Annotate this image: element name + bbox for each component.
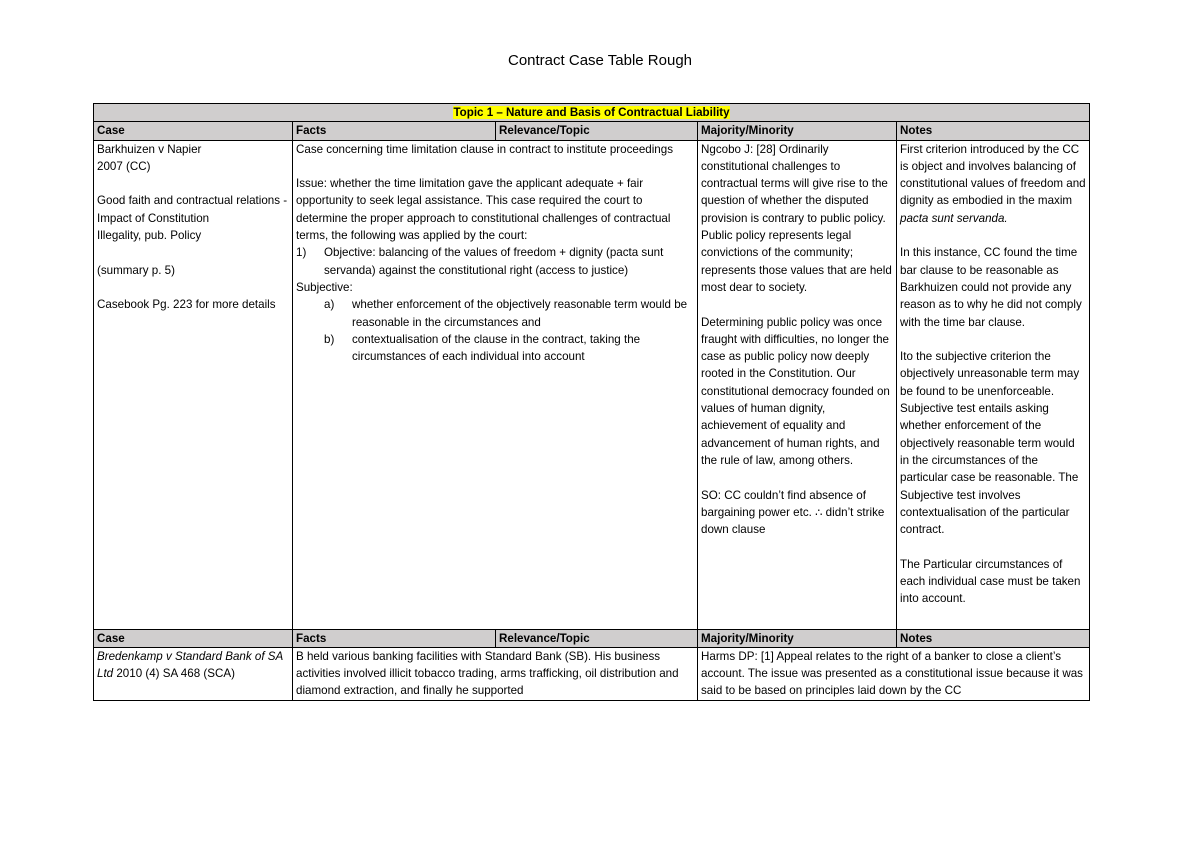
list-letter: a) — [324, 298, 335, 312]
notes-para — [900, 141, 1086, 227]
list-number: 1) — [296, 246, 307, 260]
facts-cell — [293, 647, 698, 700]
facts-text: B held various banking facilities with Standard Bank (SB). His business activities involved illicit tobacco trading, arms trafficking, oil distribution and diamond extraction, and finally he supported — [296, 649, 679, 698]
majority-para: SO: CC couldn’t find absence of bargaining power etc. ∴ didn’t strike down clause — [701, 488, 885, 537]
list-item — [296, 244, 694, 279]
table-row — [94, 140, 1090, 629]
header-row — [94, 122, 1090, 140]
header-case: Case — [94, 629, 293, 647]
list-item — [296, 296, 694, 331]
majority-cell — [698, 140, 897, 629]
objective-text: Objective: balancing of the values of freedom + dignity (pacta sunt servanda) against the constitutional right (access to justice) — [324, 246, 664, 277]
document-title: Contract Case Table Rough — [508, 52, 692, 69]
subjective-label: Subjective: — [296, 280, 353, 294]
header-facts: Facts — [293, 629, 496, 647]
case-name: Bredenkamp v Standard Bank of SA Ltd — [97, 649, 283, 681]
notes-para: The Particular circumstances of each individual case must be taken into account. — [900, 557, 1081, 606]
majority-para: Determining public policy was once fraught with difficulties, no longer the case as public policy now deeply rooted in the Constitution. Our constitutional democracy founded on values of human dignity, achievement of equality and advancement of human rights, and the rule of law, among others. — [701, 315, 890, 467]
case-citation: 2007 (CC) — [97, 159, 151, 173]
case-citation: 2010 (4) SA 468 (SCA) — [116, 667, 235, 681]
case-cell — [94, 647, 293, 700]
header-case: Case — [94, 122, 293, 140]
subjective-b-text: contextualisation of the clause in the contract, taking the circumstances of each individual into account — [352, 332, 641, 364]
header-notes: Notes — [897, 122, 1090, 140]
case-topic: Good faith and contractual relations - Impact of Constitution — [97, 194, 288, 225]
notes-para: In this instance, CC found the time bar clause to be reasonable as Barkhuizen could not provide any reason as to why he did not comply with the time bar clause. — [900, 246, 1082, 329]
majority-text: Harms DP: [1] Appeal relates to the right of a banker to close a client’s account. The issue was presented as a constitutional issue because it was said to be based on principles laid down by the CC — [701, 649, 1083, 698]
notes-cell — [897, 140, 1090, 629]
facts-intro: Case concerning time limitation clause in contract to institute proceedings — [296, 142, 673, 156]
case-name: Barkhuizen v Napier — [97, 142, 202, 156]
topic-label: Topic 1 – Nature and Basis of Contractual Liability — [453, 106, 730, 119]
casebook-ref: Casebook Pg. 223 for more details — [97, 298, 276, 312]
subjective-a-text: whether enforcement of the objectively reasonable term would be reasonable in the circumstances and — [352, 298, 688, 329]
case-table — [93, 103, 1090, 701]
notes-maxim: pacta sunt servanda. — [900, 211, 1008, 225]
header-relevance: Relevance/Topic — [496, 629, 698, 647]
header-majority: Majority/Minority — [698, 122, 897, 140]
facts-cell — [293, 140, 698, 629]
table-row — [94, 647, 1090, 700]
topic-cell — [94, 104, 1090, 122]
case-summary-ref: (summary p. 5) — [97, 263, 175, 277]
header-relevance: Relevance/Topic — [496, 122, 698, 140]
case-topic-2: Illegality, pub. Policy — [97, 229, 202, 243]
facts-issue: Issue: whether the time limitation gave the applicant adequate + fair opportunity to seek legal assistance. This case required the court to determine the proper approach to constitutional challenges of contractual terms, the following was applied by the court: — [296, 177, 671, 243]
header-facts: Facts — [293, 122, 496, 140]
header-notes: Notes — [897, 629, 1090, 647]
topic-row — [94, 104, 1090, 122]
majority-para: Ngcobo J: [28] Ordinarily constitutional challenges to contractual terms will give rise to the question of whether the disputed provision is contrary to public policy. Public policy represents legal convictions of the community; represents those values that are held most dear to society. — [701, 142, 892, 294]
case-cell — [94, 140, 293, 629]
header-majority: Majority/Minority — [698, 629, 897, 647]
notes-text: First criterion introduced by the CC is object and involves balancing of constitutional values of freedom and dignity as embodied in the maxim — [900, 142, 1086, 208]
list-item — [296, 331, 694, 366]
majority-cell — [698, 647, 1090, 700]
list-letter: b) — [324, 332, 335, 346]
notes-para: Ito the subjective criterion the objectively unreasonable term may be found to be unenforceable. Subjective test entails asking whether enforcement of the objectively reasonable term would in the circumstances of the particular case be reasonable. The Subjective test involves contextualisation of the particular contract. — [900, 350, 1080, 537]
header-row — [94, 629, 1090, 647]
